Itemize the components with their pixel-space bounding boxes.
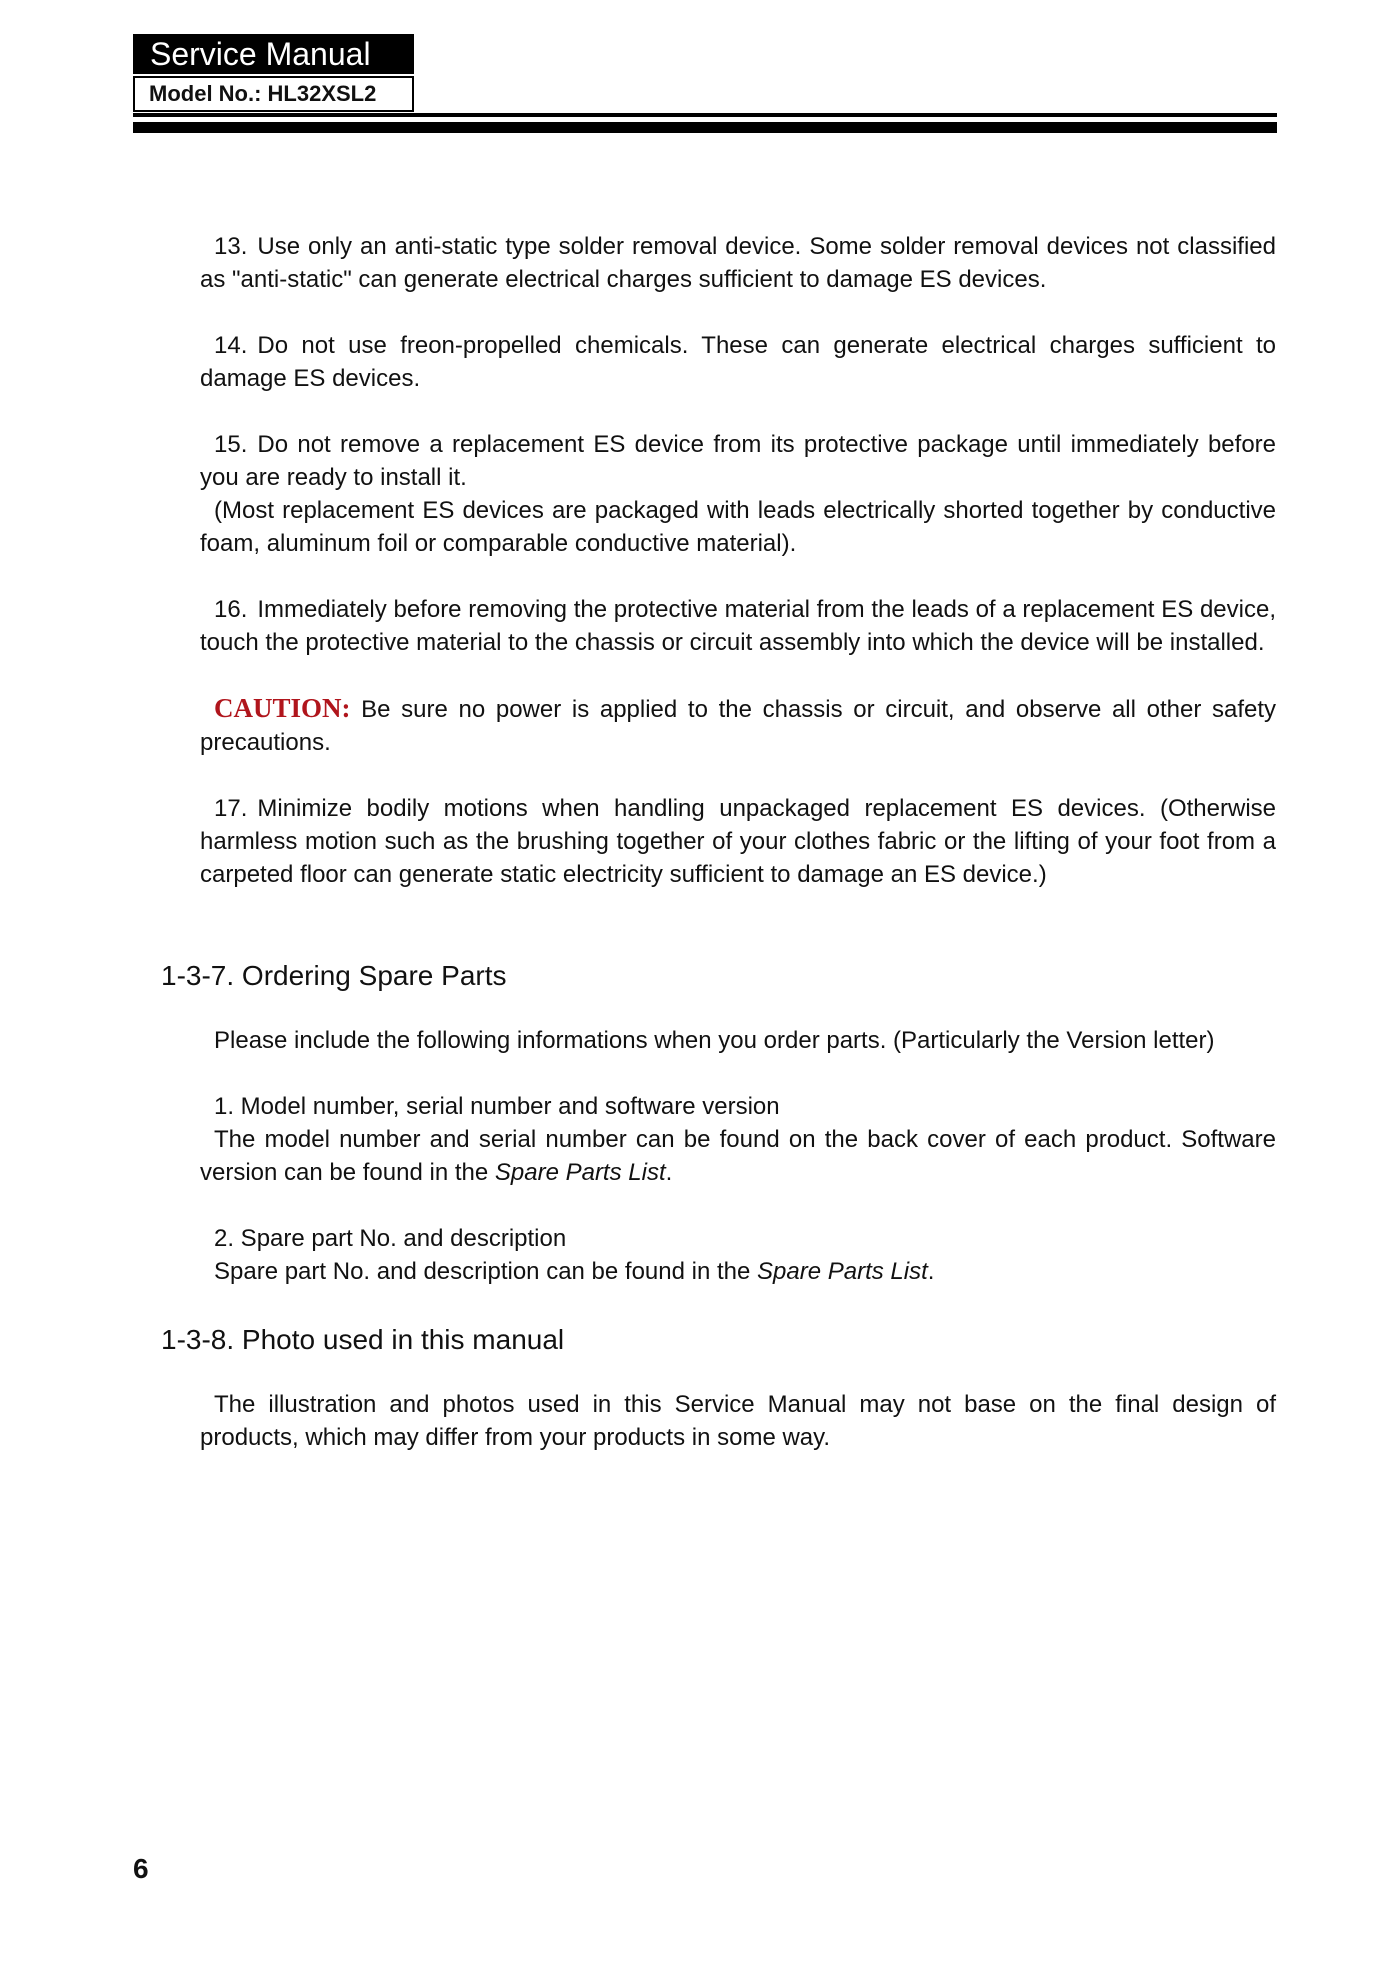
item-15-note: (Most replacement ES devices are packaged with leads electrically shorted together by conductive foam, aluminum foil or comparable conductive material). <box>200 497 1276 557</box>
section-heading-photo: 1-3-8. Photo used in this manual <box>161 1324 565 1355</box>
page-number: 6 <box>133 1853 149 1884</box>
spare-parts-list-ref: Spare Parts List <box>757 1258 928 1285</box>
caution-text: Be sure no power is applied to the chassis or circuit, and observe all other safety precautions. <box>200 696 1276 756</box>
item-13 <box>200 230 1276 296</box>
item-14-text: Do not use freon-propelled chemicals. These can generate electrical charges sufficient to damage ES devices. <box>200 332 1276 392</box>
item-16 <box>200 593 1276 659</box>
spare-item-1-end: . <box>665 1159 673 1186</box>
spare-parts-list-ref: Spare Parts List <box>494 1159 666 1186</box>
header-rule-thin <box>133 113 1277 117</box>
spare-item-1-body <box>200 1123 1276 1189</box>
header-title: Service Manual <box>133 34 414 74</box>
item-16-number: 16. <box>214 596 248 623</box>
item-14 <box>200 329 1276 395</box>
caution-label: CAUTION: <box>214 693 351 723</box>
item-15-number: 15. <box>214 431 248 458</box>
header-model-number: Model No.: HL32XSL2 <box>133 76 414 112</box>
item-14-number: 14. <box>214 332 248 359</box>
item-13-number: 13. <box>214 233 248 260</box>
item-17 <box>200 792 1276 891</box>
photo-section <box>200 1388 1276 1454</box>
spare-item-2-body <box>200 1255 1276 1288</box>
item-17-number: 17. <box>214 795 248 822</box>
item-13-text: Use only an anti-static type solder removal device. Some solder removal devices not classified as "anti-static" can generate electrical charges sufficient to damage ES devices. <box>200 233 1276 293</box>
spare-parts-section <box>200 1024 1276 1288</box>
spare-item-2-text: Spare part No. and description can be found in the <box>214 1258 751 1285</box>
item-17-text: Minimize bodily motions when handling unpackaged replacement ES devices. (Otherwise harmless motion such as the brushing together of your clothes fabric or the lifting of your foot from a carpeted floor can generate static electricity sufficient to damage an ES device.) <box>200 795 1276 888</box>
item-15 <box>200 428 1276 494</box>
spare-item-1-title: 1. Model number, serial number and software version <box>214 1093 780 1120</box>
section-heading-spare-parts: 1-3-7. Ordering Spare Parts <box>161 960 507 991</box>
header-rule-thick <box>133 122 1277 133</box>
caution-note <box>200 692 1276 759</box>
spare-item-1-text: The model number and serial number can be found on the back cover of each product. Software version can be found in the <box>200 1126 1276 1186</box>
spare-item-2-title: 2. Spare part No. and description <box>214 1225 567 1252</box>
spare-item-2-end: . <box>927 1258 935 1285</box>
photo-section-body: The illustration and photos used in this Service Manual may not base on the final design of products, which may differ from your products in some way. <box>200 1391 1276 1451</box>
es-precautions-list <box>200 230 1276 891</box>
spare-parts-intro: Please include the following informations when you order parts. (Particularly the Version letter) <box>214 1027 1215 1054</box>
item-16-text: Immediately before removing the protective material from the leads of a replacement ES device, touch the protective material to the chassis or circuit assembly into which the device will be installed. <box>200 596 1276 656</box>
item-15-text: Do not remove a replacement ES device from its protective package until immediately before you are ready to install it. <box>200 431 1276 491</box>
